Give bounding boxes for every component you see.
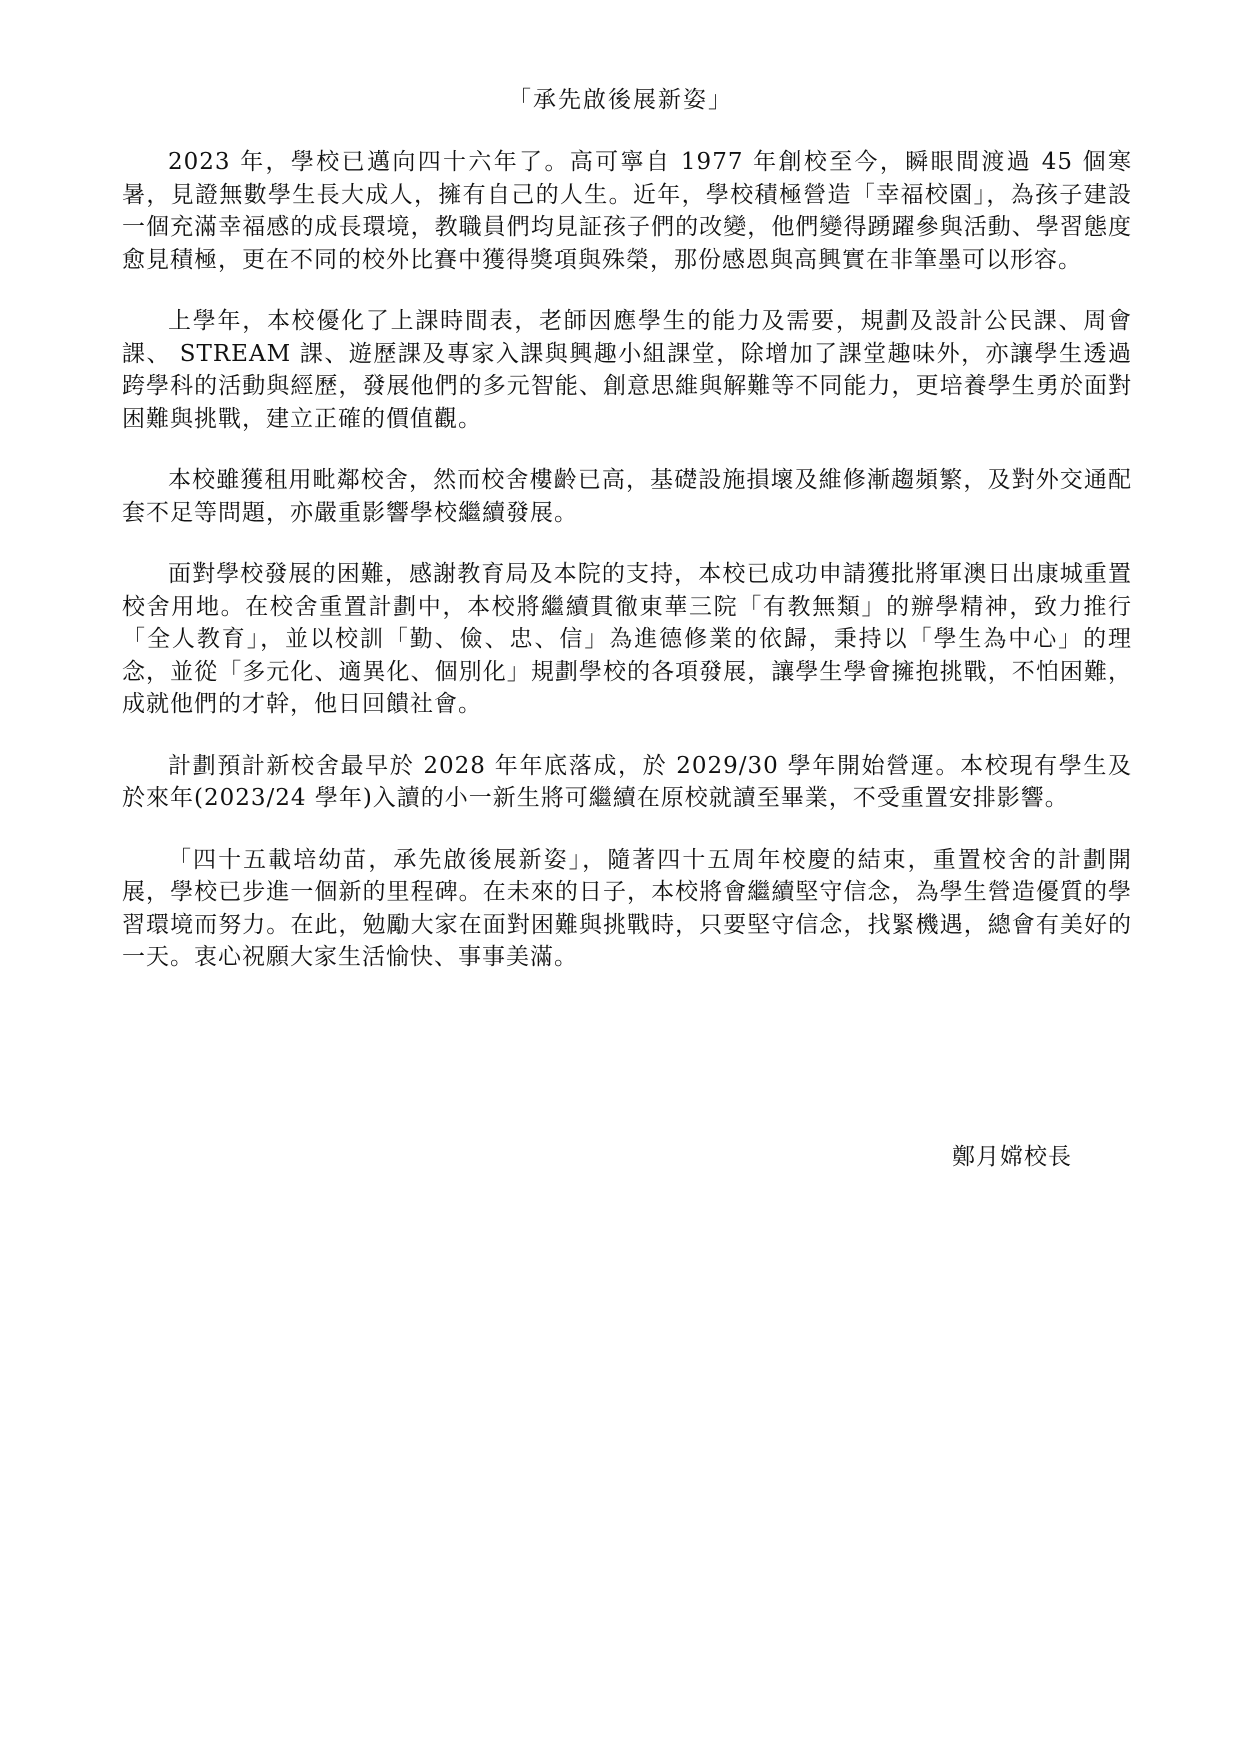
paragraph-3: 本校雖獲租用毗鄰校舍，然而校舍樓齡已高，基礎設施損壞及維修漸趨頻繁，及對外交通配套不足等問題，亦嚴重影響學校繼續發展。 (122, 467, 1132, 526)
paragraph-4: 面對學校發展的困難，感謝教育局及本院的支持，本校已成功申請獲批將軍澳日出康城重置校舍用地。在校舍重置計劃中，本校將繼續貫徹東華三院「有教無類」的辦學精神，致力推行「全人教育」，並以校訓「勤、儉、忠、信」為進德修業的依歸，秉持以「學生為中心」的理念，並從「多元化、適異化、個別化」規劃學校的各項發展，讓學生學會擁抱挑戰，不怕困難，成就他們的才幹，他日回饋社會。 (122, 561, 1132, 717)
paragraph-6: 「四十五載培幼苗，承先啟後展新姿」，隨著四十五周年校慶的結束，重置校舍的計劃開展，學校已步進一個新的里程碑。在未來的日子，本校將會繼續堅守信念，為學生營造優質的學習環境而努力。在此，勉勵大家在面對困難與挑戰時，只要堅守信念，找緊機遇，總會有美好的一天。衷心祝願大家生活愉快、事事美滿。 (122, 846, 1132, 970)
principal-signature: 鄭月嫦校長 (952, 1144, 1072, 1170)
paragraph-5: 計劃預計新校舍最早於 2028 年年底落成，於 2029/30 學年開始營運。本校現有學生及於來年(2023/24 學年)入讀的小一新生將可繼續在原校就讀至畢業，不受重置安排影響。 (122, 752, 1132, 811)
paragraph-2: 上學年，本校優化了上課時間表，老師因應學生的能力及需要，規劃及設計公民課、周會課、 STREAM 課、遊歷課及專家入課與興趣小組課堂，除增加了課堂趣味外，亦讓學生透過跨學科的活動與經歷，發展他們的多元智能、創意思維與解難等不同能力，更培養學生勇於面對困難與挑戰，建立正確的價值觀。 (122, 308, 1132, 432)
paragraph-1: 2023 年，學校已邁向四十六年了。高可寧自 1977 年創校至今，瞬眼間渡過 45 個寒暑，見證無數學生長大成人，擁有自己的人生。近年，學校積極營造「幸福校園」，為孩子建設一個充滿幸福感的成長環境，教職員們均見証孩子們的改變，他們變得踴躍參與活動、學習態度愈見積極，更在不同的校外比賽中獲得獎項與殊榮，那份感恩與高興實在非筆墨可以形容。 (122, 149, 1132, 273)
document-body (122, 146, 1132, 1003)
document-title: 「承先啟後展新姿」 (508, 87, 733, 113)
